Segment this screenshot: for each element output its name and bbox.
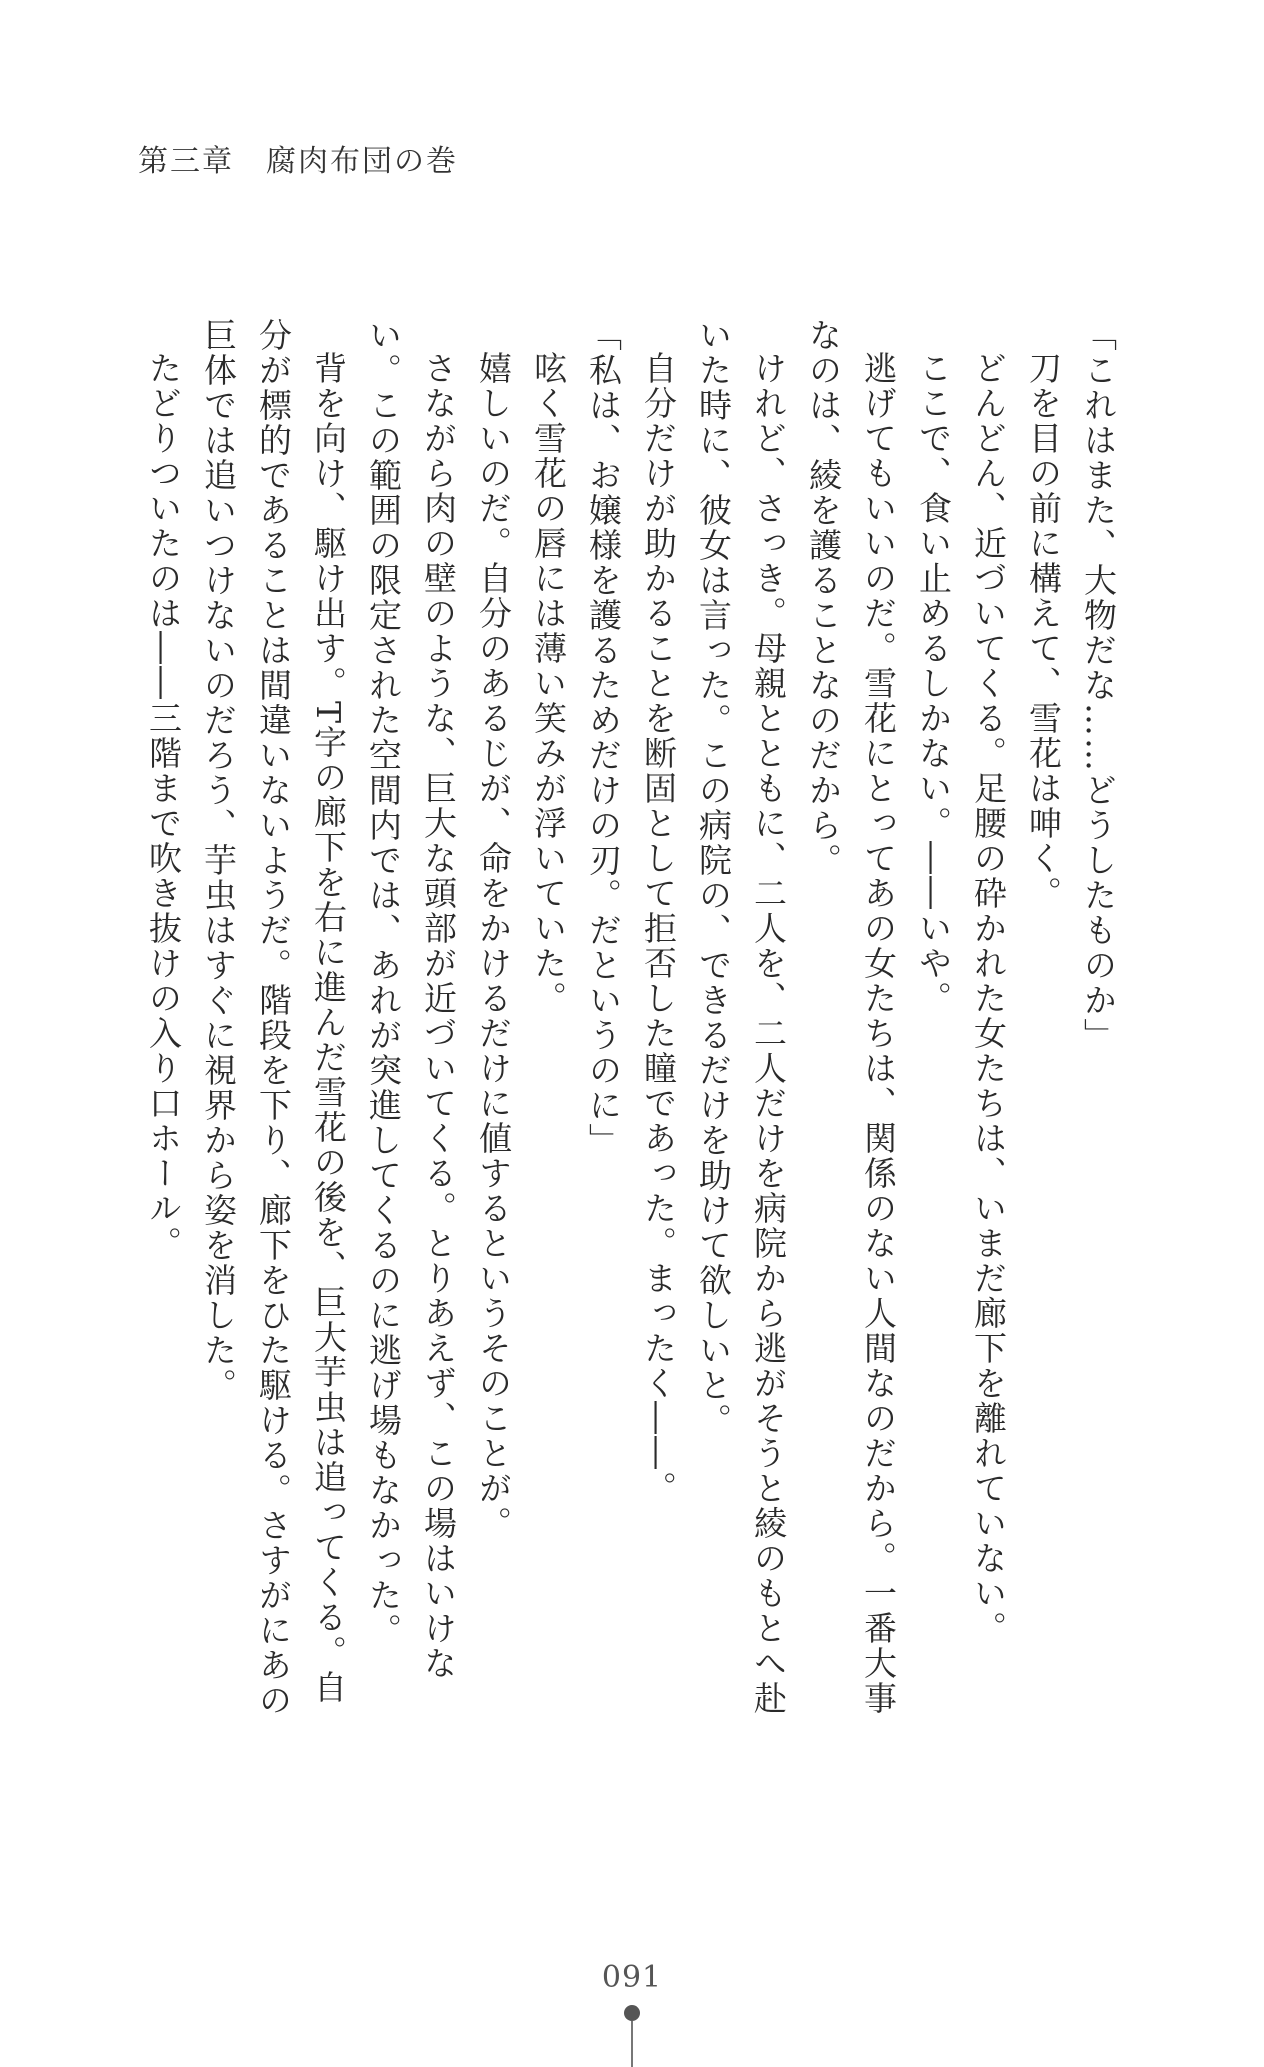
paragraph-1: 「これはまた、大物だな……どうしたものか」 bbox=[1079, 318, 1118, 1053]
paragraph-7: けれど、さっき。母親とともに、二人を、二人だけを病院から逃がそうと綾のもとへ赴いた時に、彼女は言った。この病院の、できるだけを助けて欲しいと。 bbox=[694, 318, 788, 1716]
paragraph-12: さながら肉の壁のような、巨大な頭部が近づいてくる。とりあえず、この場はいけない。この範囲の限定された空間内では、あれが突進してくるのに逃げ場もなかった。 bbox=[364, 318, 458, 1681]
page-marker-stem bbox=[631, 2021, 633, 2067]
paragraph-3: どんどん、近づいてくる。足腰の砕かれた女たちは、いまだ廊下を離れていない。 bbox=[969, 351, 1008, 1646]
paragraph-6: なのは、綾を護ることなのだから。 bbox=[804, 318, 843, 878]
page-marker-dot-icon bbox=[624, 2005, 640, 2021]
running-head-chapter-title: 第三章 腐肉布団の巻 bbox=[138, 144, 458, 179]
body-text-vertical bbox=[126, 318, 1126, 1738]
paragraph-13: 背を向け、駆け出す。T字の廊下を右に進んだ雪花の後を、巨大芋虫は追ってくる。自分が標的であることは間違いないようだ。階段を下り、廊下をひた駆ける。さすがにあの巨体では追いつけないのだろう、芋虫はすぐに視界から姿を消した。 bbox=[199, 318, 348, 1718]
paragraph-14: たどりついたのは――三階まで吹き抜けの入り口ホール。 bbox=[144, 351, 183, 1261]
paragraph-9: 「私は、お嬢様を護るためだけの刃。だというのに」 bbox=[584, 318, 623, 1158]
paragraph-5: 逃げてもいいのだ。雪花にとってあの女たちは、関係のない人間なのだから。一番大事 bbox=[859, 351, 898, 1716]
paragraph-11: 嬉しいのだ。自分のあるじが、命をかけるだけに値するというそのことが。 bbox=[474, 351, 513, 1541]
paragraph-2: 刀を目の前に構えて、雪花は呻く。 bbox=[1024, 351, 1063, 911]
page-number: 091 bbox=[601, 1960, 663, 1995]
paragraph-10: 呟く雪花の唇には薄い笑みが浮いていた。 bbox=[529, 351, 568, 1016]
paragraph-4: ここで、食い止めるしかない。――いや。 bbox=[914, 351, 953, 1016]
paragraph-8: 自分だけが助かることを断固として拒否した瞳であった。まったく――。 bbox=[639, 351, 678, 1506]
